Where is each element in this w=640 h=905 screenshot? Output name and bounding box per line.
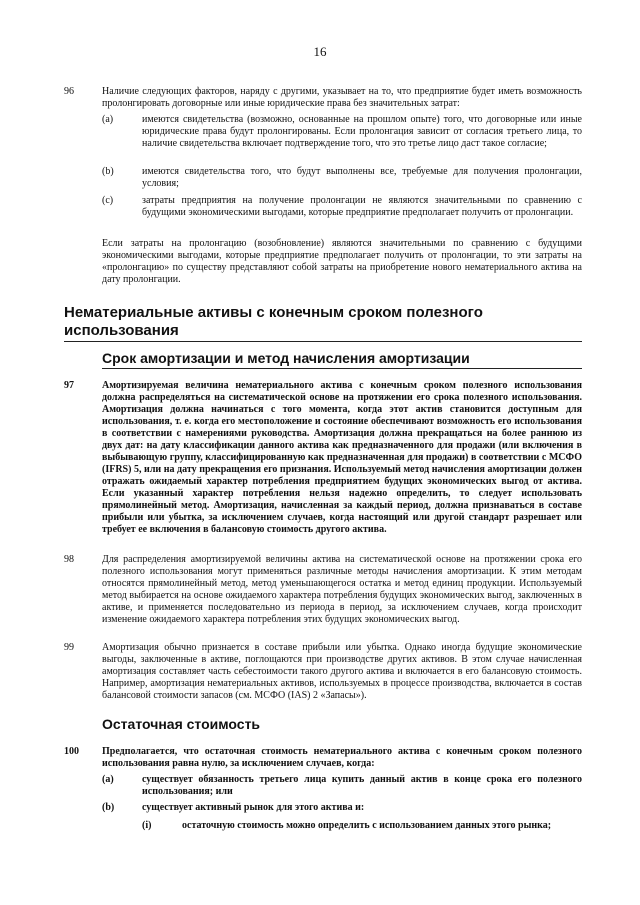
list-text: существует обязанность третьего лица купить данный актив в конце срока его полезного использования; или: [142, 774, 582, 797]
paragraph-98: [64, 554, 582, 626]
list-item-a: [102, 114, 582, 150]
page-number: 16: [313, 44, 327, 59]
paragraph-text: Наличие следующих факторов, наряду с другими, указывает на то, что предприятие будет иметь возможность пролонгировать договорные или иные юридические права без значительных затрат:: [102, 86, 582, 109]
paragraph-96-closing: Если затраты на пролонгацию (возобновление) являются значительными по сравнению с будущими экономическими выгодами, которые предприятие предполагает получить от пролонгации, то эти затраты на «пролонгацию» по существу представляют собой затраты на приобретение нового нематериального актива на дату пролонгации.: [102, 238, 582, 285]
subsection-heading-residual: Остаточная стоимость: [102, 716, 261, 732]
paragraph-text: Предполагается, что остаточная стоимость нематериального актива с конечным сроком полезного использования равна нулю, за исключением случаев, когда:: [102, 746, 582, 769]
list-item-b-i: [142, 820, 582, 832]
list-text: имеются свидетельства того, что будут выполнены все, требуемые для получения пролонгации, условия;: [142, 166, 582, 189]
paragraph-number: 97: [64, 380, 74, 391]
paragraph-text: Амортизируемая величина нематериального актива с конечным сроком полезного использования должна распределяться на систематической основе на протяжении его срока полезного использования. Амортизация должна начинаться с того момента, когда этот актив становится доступным для использования, т. е. когда его местоположение и состояние обеспечивают возможность его использования в соответствии с намерениями руководства. Амортизация должна прекращаться на более раннюю из двух дат: на дату классификации данного актива как предназначенного для продажи (или включения в выбывающую группу, классифицированную как предназначенная для продажи) в соответствии с МСФО (IFRS) 5, или на дату прекращения его признания. Используемый метод начисления амортизации должен отражать ожидаемый характер потребления предприятием будущих экономических выгод от актива. Если указанный характер потребления нельзя надежно определить, то следует использовать прямолинейный метод. Амортизация, начисленная за каждый период, должна признаваться в составе прибыли или убытка, за исключением случаев, когда настоящий или другой стандарт разрешает или требует ее включения в балансовую стоимость другого актива.: [102, 380, 582, 535]
paragraph-97: [64, 380, 582, 536]
list-item-c: [102, 195, 582, 219]
paragraph-text: Для распределения амортизируемой величины актива на систематической основе на протяжении срока его полезного использования могут применяться различные методы начисления амортизации. К этим методам относятся прямолинейный метод, метод уменьшающегося остатка и метод единиц продукции. Используемый метод выбирается на основе ожидаемого характера потребления будущих экономических выгод, заключенных в активе, и применяется последовательно из периода в период, за исключением случаев, когда происходит изменение ожидаемого характера потребления этих будущих экономических выгод.: [102, 554, 582, 625]
paragraph-96: [64, 86, 582, 110]
list-item-b: [102, 166, 582, 190]
list-label: (b): [102, 166, 114, 177]
list-label: (b): [102, 802, 115, 813]
paragraph-100: [64, 746, 582, 770]
paragraph-number: 100: [64, 746, 79, 757]
list-text: имеются свидетельства (возможно, основанные на прошлом опыте) того, что договорные или иные юридические права будут пролонгированы. Если пролонгация зависит от согласия третьего лица, то наличие свидетельства включает подтверждение того, что это третье лицо даст такое согласие;: [142, 114, 582, 149]
paragraph-number: 98: [64, 554, 74, 565]
paragraph-text: Амортизация обычно признается в составе прибыли или убытка. Однако иногда будущие экономические выгоды, заключенные в активе, поглощаются при производстве других активов. В этом случае начисленная амортизация составляет часть себестоимости такого другого актива и включается в его балансовую стоимость. Например, амортизация нематериальных активов, используемых в процессе производства, включается в состав балансовой стоимости запасов (см. МСФО (IAS) 2 «Запасы»).: [102, 642, 582, 701]
list-label: (c): [102, 195, 114, 206]
list-label: (a): [102, 774, 114, 785]
subsection-heading-amortization: Срок амортизации и метод начисления амортизации: [102, 350, 582, 369]
section-heading: Нематериальные активы с конечным сроком полезного использования: [64, 304, 582, 342]
list-label: (a): [102, 114, 114, 125]
paragraph-99: [64, 642, 582, 702]
paragraph-number: 99: [64, 642, 74, 653]
list-text: существует активный рынок для этого актива и:: [142, 802, 365, 813]
list-label: (i): [142, 820, 152, 831]
paragraph-number: 96: [64, 86, 74, 97]
list-item-a: [102, 774, 582, 798]
list-text: остаточную стоимость можно определить с использованием данных этого рынка;: [182, 820, 552, 831]
list-text: затраты предприятия на получение пролонгации не являются значительными по сравнению с будущими экономическими выгодами, которые предприятие предполагает получить от пролонгации.: [142, 195, 582, 218]
list-item-b: [102, 802, 582, 814]
